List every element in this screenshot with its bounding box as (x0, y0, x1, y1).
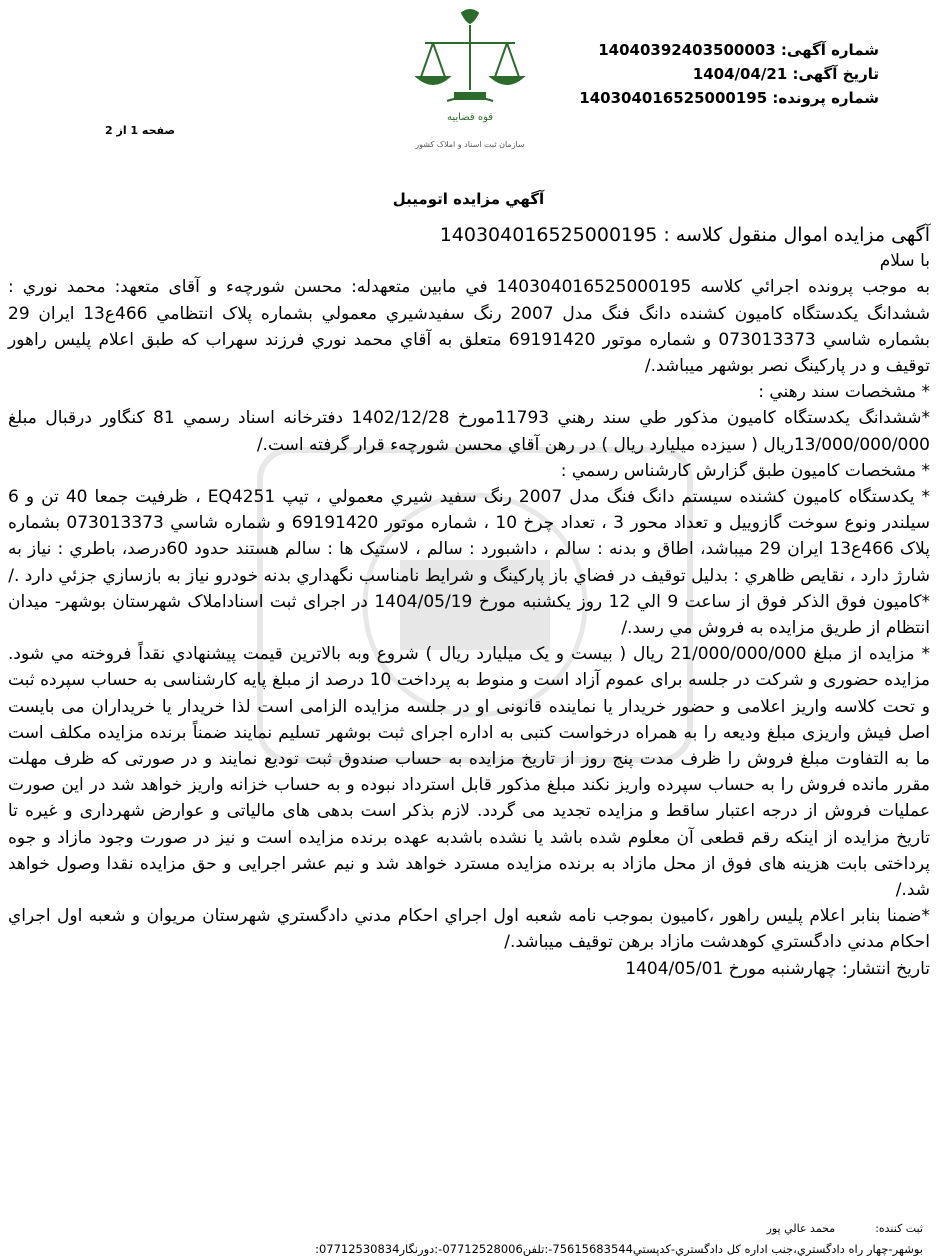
case-number: 140304016525000195 (579, 89, 768, 107)
footer (315, 1219, 923, 1259)
paragraph-expert-report: * يكدستگاه كاميون كشنده سيستم دانگ فنگ مدل 2007 رنگ سفيد شيري معمولي ، تيپ EQ4251 ، ظرفيت جمعا 40 تن و 6 سيلندر ونوع سوخت گازوييل و تعداد محور 3 ، تعداد چرخ 10 ، شماره موتور 69191420 و شماره شاسي 073013373 بشماره پلاک 466ع13 ايران 29 ميباشد، اطاق و بدنه : سالم ، داشبورد : سالم ، لاستيک ها : سالم هستند حدود 60درصد، باطري : نياز به شارژ دارد ، نقايص ظاهري : بدليل توقيف در فضاي باز پاركينگ و شرايط نامناسب نگهداري بدنه خودرو نياز به بازسازي جزئي دارد ./ (8, 487, 931, 586)
page-number: صفحه 1 از 2 (105, 124, 176, 137)
paragraph-auction-time: *كاميون فوق الذكر فوق از ساعت 9 الي 12 روز يكشنبه مورخ 1404/05/19 در اجرای ثبت اسناداملاک شهرستان بوشهر- ميدان انتظام از طريق مزايده به فروش مي رسد./ (8, 591, 931, 639)
notice-date-label: تاریخ آگهی: (792, 65, 879, 83)
greeting: با سلام (879, 251, 930, 272)
publish-date: تاریخ انتشار: چهارشنبه مورخ 1404/05/01 (625, 958, 930, 979)
paragraph-police-note: *ضمنا بنابر اعلام پليس راهور ،كاميون بموجب نامه شعبه اول اجراي احكام مدني دادگستري شهرستان مريوان و شعبه اول اجراي احكام مدني دادگستري كوهدشت مازاد برهن توقيف ميباشد./ (8, 906, 930, 953)
registrar-name: محمد عالي پور (766, 1222, 836, 1235)
office-address: بوشهر-چهار راه دادگستري،جنب اداره كل دادگستري-كدپستي75615683544-:تلفن07712528006-:دورنگار07712530834: (315, 1242, 923, 1256)
case-subhead: آگهی مزایده اموال منقول کلاسه : 140304016525000195 (439, 224, 930, 246)
notice-title: آگهي مزايده اتوميبل (392, 190, 545, 208)
notice-number-label: شماره آگهی: (780, 41, 879, 59)
notice-date-row (579, 62, 879, 86)
notice-number-row (579, 38, 879, 62)
paragraph-intro: به موجب پرونده اجرائي كلاسه 140304016525000195 في مابين متعهدله: محسن شورچهء و آقای متعهد: محمد نوري : ششدانگ يكدستگاه كاميون كشنده دانگ فنگ مدل 2007 رنگ سفيدشيري معمولي بشماره پلاک انتظامي 466ع13 ايران 29 بشماره شاسي 073013373 و شماره موتور 69191420 متعلق به آقاي محمد نوري فرزند سهراب كه طبق اعلام پليس راهور توقيف و در پاركينگ نصر بوشهر ميباشد./ (8, 277, 931, 377)
notice-number: 14040392403500003 (598, 41, 776, 59)
paragraph-mortgage: *ششدانگ يكدستگاه كاميون مذكور طي سند رهني 11793مورخ 1402/12/28 دفترخانه اسناد رسمي 81 كنگاور درقبال مبلغ 13/000/000/000ريال ( سيزده ميليارد ريال ) در رهن آقاي محسن شورچهء قرار گرفته است./ (8, 408, 930, 455)
case-number-row (579, 86, 879, 110)
registrar-label: ثبت كننده: (875, 1222, 923, 1235)
judiciary-emblem-icon (405, 5, 535, 155)
notice-date: 1404/04/21 (692, 65, 788, 83)
notice-body (8, 222, 930, 982)
paragraph-expert-heading: * مشخصات كاميون طبق گزارش كارشناس رسمي : (560, 460, 930, 481)
paragraph-auction-terms: * مزايده از مبلغ 21/000/000/000 ريال ( بيست و يک ميليارد ريال ) شروع وبه بالاترين قيمت پيشنهادي نقداً فروخته مي شود. مزايده حضوری و شرکت در جلسه برای عموم آزاد است و منوط به پرداخت 10 درصد از مبلغ پایه کارشناسی به حساب سپرده ثبت و تحت کلاسه واریز اعلامی و حضور خریدار یا نماینده قانونی او در جلسه مزایده الزامی است لذا خریدار یا خریداران می بایست اصل فیش واریزی مبلغ ودیعه را به همراه درخواست کتبی به اداره اجرای ثبت بوشهر تسلیم نمایند ضمناً برنده مزایده مکلف است ما به التفاوت مبلغ فروش را ظرف مدت پنج روز از تاریخ مزایده به حساب صندوق ثبت تودیع نمایند و در صورتی كه ظرف مهلت مقرر مانده فروش را به حساب سپرده واریز نکند مبلغ مذکور قابل استرداد نبوده و به حساب خزانه واریز خواهد شد در این صورت عملیات فروش از درجه اعتبار ساقط و مزایده تجدید می گردد. لازم بذکر است بدهی های مالیاتی و عوارض شهرداری و غیره تا تاریخ مزایده از اینکه رقم قطعی آن معلوم شده باشد یا نشده باشدبه عهده برنده مزایده است و نیز در صورت وجود مازاد و جوه پرداختی بابت هزینه های فوق از محل مازاد به برنده مزایده مسترد خواهد شد و نیم عشر اجرایی و حق مزایده نقدا وصول خواهد شد./ (8, 644, 931, 901)
emblem-subtext: سازمان ثبت اسناد و املاک کشور (415, 140, 525, 149)
registrar-row (315, 1219, 923, 1239)
emblem-text: قوه قضاییه (446, 112, 494, 123)
notice-meta (579, 38, 879, 110)
case-number-label: شماره پرونده: (772, 89, 879, 107)
paragraph-mortgage-heading: * مشخصات سند رهني : (758, 382, 930, 403)
